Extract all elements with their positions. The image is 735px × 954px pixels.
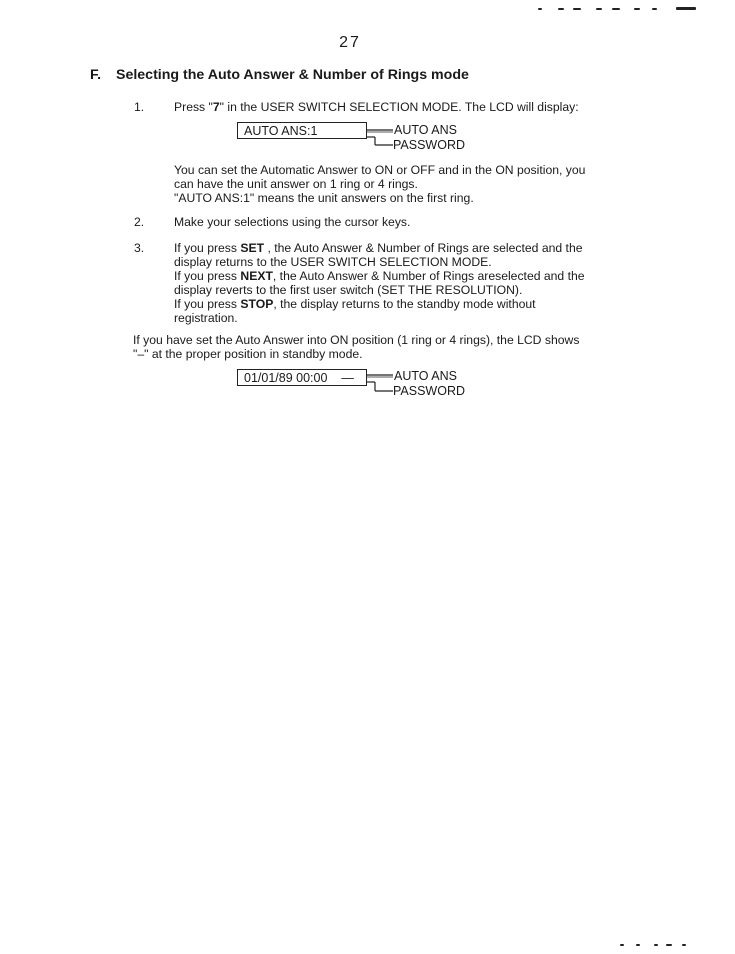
step-2-text: Make your selections using the cursor keys.	[174, 215, 411, 229]
step-1-text	[174, 100, 614, 114]
step-3-number: 3.	[134, 241, 145, 255]
standby-note-line-1: If you have set the Auto Answer into ON position (1 ring or 4 rings), the LCD shows	[133, 333, 580, 347]
step-3-text	[174, 241, 614, 325]
step-1-note-line-3: "AUTO ANS:1" means the unit answers on the first ring.	[174, 191, 474, 205]
step-3-stop-line-2: registration.	[174, 311, 238, 325]
section-letter: F.	[90, 67, 102, 83]
step-3-next-line-2: display reverts to the first user switch (SET THE RESOLUTION).	[174, 283, 523, 297]
lcd2-datetime: 01/01/89 00:00	[244, 371, 328, 385]
step-2-number: 2.	[134, 215, 145, 229]
section-heading	[90, 68, 469, 82]
step-3-next-line-1: If you press NEXT, the Auto Answer & Number of Rings areselected and the	[174, 269, 585, 283]
lcd2-auto-ans-indicator: —	[341, 371, 354, 385]
step-1-post: " in the USER SWITCH SELECTION MODE. The LCD will display:	[219, 100, 579, 114]
page-number: 27	[339, 34, 361, 51]
step-3-set-line-1: If you press SET , the Auto Answer & Number of Rings are selected and the	[174, 241, 583, 255]
step-1-note-line-1: You can set the Automatic Answer to ON or OFF and in the ON position, you	[174, 163, 586, 177]
next-key: NEXT	[240, 269, 273, 283]
step-1-key: 7	[212, 100, 220, 114]
stop-key: STOP	[240, 297, 274, 311]
step-1-pre: Press "	[174, 100, 213, 114]
step-1-note-line-2: can have the unit answer on 1 ring or 4 rings.	[174, 177, 418, 191]
lcd1-label-password: PASSWORD	[393, 138, 465, 152]
step-3-set-line-2: display returns to the USER SWITCH SELECTION MODE.	[174, 255, 492, 269]
lcd-display-2	[237, 369, 367, 386]
lcd2-label-auto-ans: AUTO ANS	[394, 369, 457, 383]
lcd1-label-auto-ans: AUTO ANS	[394, 123, 457, 137]
standby-note	[133, 333, 613, 361]
step-1-note	[174, 163, 614, 205]
set-key: SET	[240, 241, 265, 255]
lcd-display-1: AUTO ANS:1	[237, 122, 367, 139]
step-3-stop-line-1: If you press STOP, the display returns to the standby mode without	[174, 297, 536, 311]
section-title: Selecting the Auto Answer & Number of Rings mode	[116, 67, 469, 83]
step-1-number: 1.	[134, 100, 145, 114]
lcd2-label-password: PASSWORD	[393, 384, 465, 398]
standby-note-line-2: "–" at the proper position in standby mode.	[133, 347, 363, 361]
